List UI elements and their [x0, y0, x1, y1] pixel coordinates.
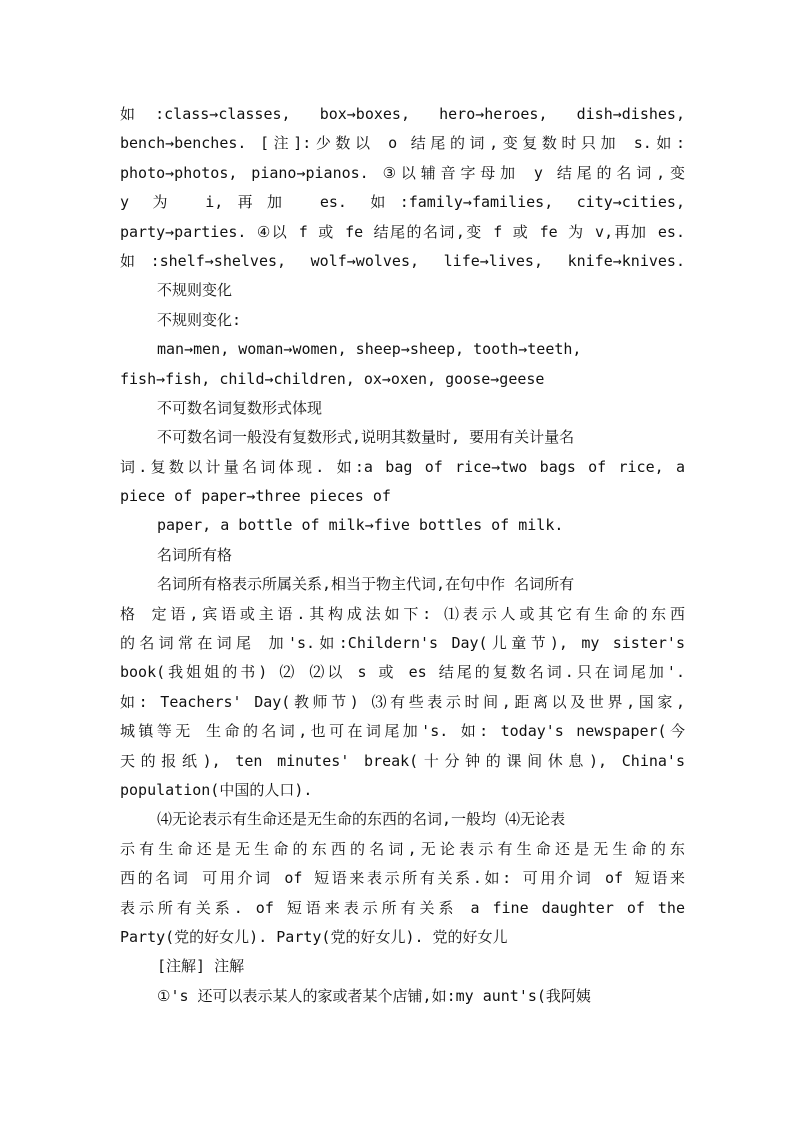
text-line: 如:shelf→shelves, wolf→wolves, life→lives, knife→knives.: [120, 251, 685, 270]
text-line: 的名词常在词尾 加's.如:Childern's Day(儿童节), my sister's: [120, 634, 685, 653]
text-line: 西的名词 可用介词 of 短语来表示所有关系.如: 可用介词 of 短语来: [120, 869, 685, 888]
text-line: 城镇等无 生命的名词,也可在词尾加's. 如: today's newspaper(今: [120, 722, 685, 741]
text-line: y 为 i,再加 es. 如:family→families, city→cities,: [120, 193, 685, 212]
section-heading: 不可数名词复数形式体现: [157, 398, 323, 417]
text-line: 表示所有关系. of 短语来表示所有关系 a fine daughter of the: [120, 898, 685, 917]
text-line: population(中国的人口).: [120, 780, 313, 799]
text-line: 如:class→classes, box→boxes, hero→heroes, dish→dishes,: [120, 105, 685, 123]
text-line: 不可数名词一般没有复数形式,说明其数量时, 要用有关计量名: [157, 428, 575, 447]
section-heading: 不规则变化: [157, 281, 233, 300]
text-line: 格 定语,宾语或主语.其构成法如下: ⑴表示人或其它有生命的东西: [120, 604, 685, 623]
text-line: ①'s 还可以表示某人的家或者某个店铺,如:my aunt's(我阿姨: [157, 986, 591, 1005]
text-line: party→parties. ④以 f 或 fe 结尾的名词,变 f 或 fe 为 v,再加 es.: [120, 222, 685, 241]
text-line: paper, a bottle of milk→five bottles of milk.: [157, 516, 564, 535]
text-line: photo→photos, piano→pianos. ③以辅音字母加 y 结尾的名词,变: [120, 163, 685, 182]
note-heading: [注解] 注解: [157, 957, 245, 976]
text-line: 词.复数以计量名词体现. 如:a bag of rice→two bags of rice, a: [120, 457, 685, 476]
text-line: Party(党的好女儿). Party(党的好女儿). 党的好女儿: [120, 927, 508, 946]
text-line: ⑷无论表示有生命还是无生命的东西的名词,一般均 ⑷无论表: [157, 810, 566, 829]
text-line: fish→fish, child→children, ox→oxen, goose→geese: [120, 369, 545, 388]
document-body: [120, 100, 685, 1011]
text-line: man→men, woman→women, sheep→sheep, tooth→teeth,: [157, 340, 582, 359]
text-line: 如: Teachers' Day(教师节) ⑶有些表示时间,距离以及世界,国家,: [120, 692, 685, 711]
text-line: piece of paper→three pieces of: [120, 487, 391, 506]
text-line: 不规则变化:: [157, 310, 242, 329]
section-heading: 名词所有格: [157, 545, 233, 564]
text-line: book(我姐姐的书) ⑵ ⑵以 s 或 es 结尾的复数名词.只在词尾加'.: [120, 663, 685, 682]
text-line: 天的报纸), ten minutes' break(十分钟的课间休息), China's: [120, 751, 685, 770]
text-line: bench→benches. [注]:少数以 o 结尾的词,变复数时只加 s.如:: [120, 134, 685, 153]
text-line: 名词所有格表示所属关系,相当于物主代词,在句中作 名词所有: [157, 575, 575, 594]
text-line: 示有生命还是无生命的东西的名词,无论表示有生命还是无生命的东: [120, 839, 685, 858]
